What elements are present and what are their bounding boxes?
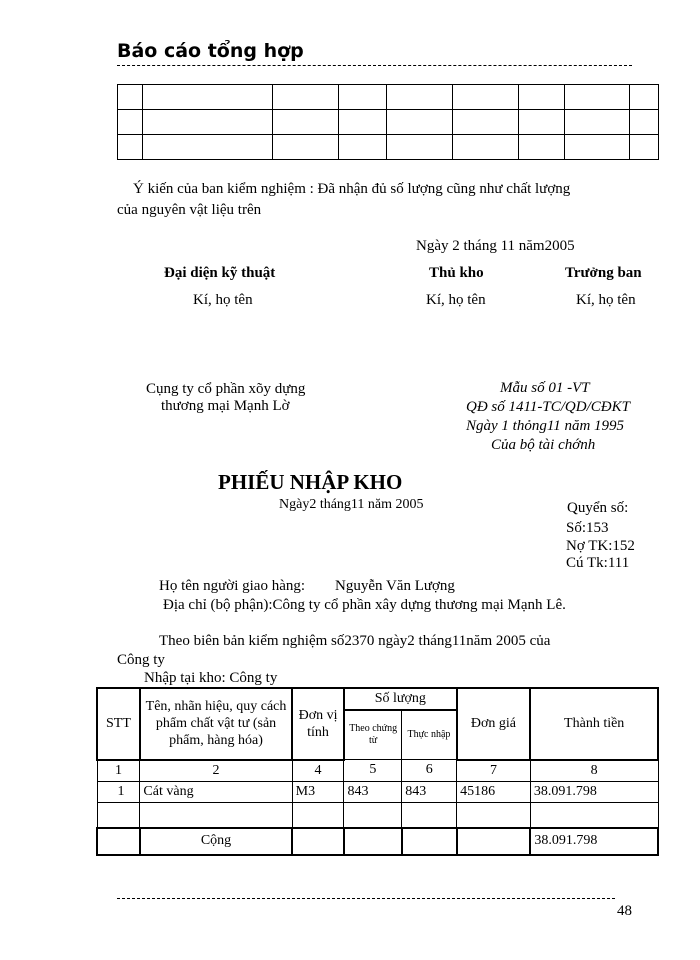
form-ref-line-2: QĐ số 1411-TC/QD/CĐKT bbox=[466, 399, 630, 415]
continued-table bbox=[117, 84, 659, 160]
book-number: Quyển số: bbox=[567, 500, 629, 516]
voucher-date: Ngày2 tháng11 năm 2005 bbox=[279, 497, 424, 512]
header-qty-actual: Thực nhập bbox=[402, 710, 457, 760]
index-cell: 5 bbox=[344, 760, 402, 782]
voucher-title: PHIẾU NHẬP KHO bbox=[218, 470, 403, 494]
header-quantity: Số lượng bbox=[344, 688, 457, 710]
form-ref-line-3: Ngày 1 thỏng11 năm 1995 bbox=[466, 418, 625, 434]
page-number: 48 bbox=[617, 903, 632, 919]
table-row bbox=[118, 85, 659, 110]
credit-account: Cú Tk:111 bbox=[566, 555, 630, 571]
company-line-2: thương mại Mạnh Lờ bbox=[161, 398, 290, 414]
table-row-empty bbox=[97, 802, 658, 828]
signature-technical-sub: Kí, họ tên bbox=[193, 292, 253, 308]
deliverer-address: Địa chỉ (bộ phận):Công ty cổ phần xây dựng thương mại Mạnh Lê. bbox=[163, 597, 566, 613]
table-total-row bbox=[97, 828, 658, 855]
total-amount: 38.091.798 bbox=[530, 828, 658, 855]
table-index-row bbox=[97, 760, 658, 782]
warehouse-line: Nhập tại kho: Công ty bbox=[144, 670, 278, 686]
table-header-row bbox=[97, 688, 658, 710]
header-qty-document: Theo chứng từ bbox=[344, 710, 402, 760]
row-unit-price: 45186 bbox=[457, 781, 531, 802]
footer-divider bbox=[117, 898, 615, 899]
row-item-name: Cát vàng bbox=[140, 781, 292, 802]
signature-storekeeper-sub: Kí, họ tên bbox=[426, 292, 486, 308]
opinion-line-2: của nguyên vật liệu trên bbox=[117, 202, 262, 218]
receipt-table bbox=[96, 687, 659, 856]
sign-date: Ngày 2 tháng 11 năm2005 bbox=[416, 238, 575, 254]
row-stt: 1 bbox=[97, 781, 140, 802]
report-title: Báo cáo tổng hợp bbox=[117, 40, 304, 62]
header-unit: Đơn vị tính bbox=[292, 688, 344, 760]
table-row bbox=[97, 781, 658, 802]
signature-head-title: Trưởng ban bbox=[565, 265, 642, 281]
index-cell: 2 bbox=[140, 760, 292, 782]
row-qty-actual: 843 bbox=[402, 781, 457, 802]
index-cell: 7 bbox=[457, 760, 531, 782]
header-unit-price: Đơn giá bbox=[457, 688, 531, 760]
header-divider bbox=[117, 65, 632, 66]
signature-technical-title: Đại diện kỹ thuật bbox=[164, 265, 276, 281]
row-amount: 38.091.798 bbox=[530, 781, 658, 802]
index-cell: 4 bbox=[292, 760, 344, 782]
company-line-1: Cụng ty cổ phần xõy dựng bbox=[146, 381, 306, 397]
opinion-line-1: Ý kiến của ban kiểm nghiệm : Đã nhận đủ số lượng cũng như chất lượng bbox=[133, 181, 571, 197]
deliverer-name: Nguyễn Văn Lượng bbox=[335, 578, 455, 594]
voucher-number: Số:153 bbox=[566, 520, 609, 536]
inspection-line-1: Theo biên bản kiểm nghiệm số2370 ngày2 tháng11năm 2005 của bbox=[159, 633, 551, 649]
inspection-line-2: Công ty bbox=[117, 652, 165, 668]
table-row bbox=[118, 135, 659, 160]
deliverer-label: Họ tên người giao hàng: bbox=[159, 578, 306, 594]
header-stt: STT bbox=[97, 688, 140, 760]
form-ref-line-4: Của bộ tài chớnh bbox=[491, 437, 596, 453]
form-ref-line-1: Mẫu số 01 -VT bbox=[500, 380, 590, 396]
header-item-name: Tên, nhãn hiệu, quy cách phẩm chất vật tư (sản phẩm, hàng hóa) bbox=[140, 688, 292, 760]
debit-account: Nợ TK:152 bbox=[566, 538, 635, 554]
row-qty-document: 843 bbox=[344, 781, 402, 802]
signature-storekeeper-title: Thủ kho bbox=[429, 265, 484, 281]
signature-head-sub: Kí, họ tên bbox=[576, 292, 636, 308]
header-amount: Thành tiền bbox=[530, 688, 658, 760]
table-row bbox=[118, 110, 659, 135]
total-label: Cộng bbox=[140, 828, 292, 855]
index-cell: 1 bbox=[97, 760, 140, 782]
row-unit: M3 bbox=[292, 781, 344, 802]
index-cell: 8 bbox=[530, 760, 658, 782]
index-cell: 6 bbox=[402, 760, 457, 782]
